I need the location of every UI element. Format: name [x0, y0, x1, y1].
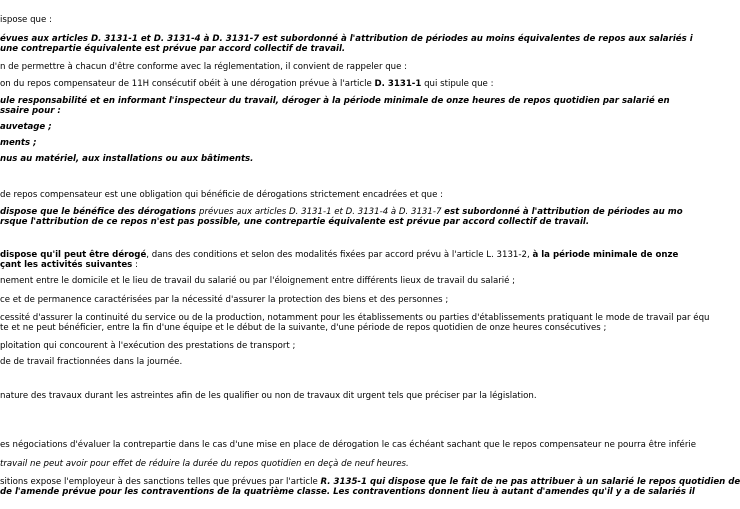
text-run: te et ne peut bénéficier, entre la fin d'une équipe et le début de la suivante, d'une période de repos quotidien de onze heures consécutives ;	[0, 323, 607, 333]
text-run: est subordonné à l'attribution de périodes au mo	[444, 207, 683, 217]
text-run: prévues aux articles D. 3131-1 et D. 3131-4 à D. 3131-7	[199, 207, 445, 217]
text-run: ssaire pour :	[0, 106, 61, 116]
text-line	[0, 323, 606, 334]
text-line	[0, 190, 443, 201]
text-line	[0, 440, 696, 451]
text-run: ispose que :	[0, 15, 52, 25]
text-run: on du repos compensateur de 11H consécutif obéit à une dérogation prévue à l'article	[0, 79, 375, 89]
text-line	[0, 138, 37, 149]
text-run: ploitation qui concourent à l'exécution des prestations de transport ;	[0, 341, 296, 351]
text-line	[0, 276, 515, 287]
text-line	[0, 391, 537, 402]
text-line	[0, 459, 409, 470]
text-run: n de permettre à chacun d'être conforme avec la réglementation, il convient de rappeler que :	[0, 62, 408, 72]
text-run: de l'amende prévue pour les contraventions de la quatrième classe. Les contraventions donnent lieu à autant d'amendes qu'il y a de salariés il	[0, 487, 695, 497]
text-line	[0, 341, 295, 352]
text-run: , dans des conditions et selon des modalités fixées par accord prévu à l'article L. 3131-2,	[146, 250, 533, 260]
text-run: ments ;	[0, 138, 37, 148]
text-line	[0, 357, 182, 368]
text-run: nature des travaux durant les astreintes afin de les qualifier ou non de travaux dit urgent tels que préciser par la législation.	[0, 391, 537, 401]
text-line	[0, 79, 493, 90]
text-line	[0, 96, 670, 107]
text-line	[0, 154, 253, 165]
text-line	[0, 44, 345, 55]
text-run: évues aux articles D. 3131-1 et D. 3131-4 à D. 3131-7 est subordonné à l'attribution de périodes au moins équivalentes de repos aux salariés i	[0, 34, 693, 44]
text-run: dispose que le bénéfice des dérogations	[0, 207, 200, 217]
text-run: à la période minimale de onze	[532, 250, 679, 260]
text-run: dispose qu'il peut être dérogé	[0, 250, 147, 260]
text-run: de repos compensateur est une obligation qui bénéficie de dérogations strictement encadrées et que :	[0, 190, 443, 200]
text-run: çant les activités suivantes	[0, 260, 133, 270]
text-line	[0, 217, 589, 228]
text-run: :	[132, 260, 138, 270]
text-line	[0, 260, 138, 271]
text-run: une contrepartie équivalente est prévue par accord collectif de travail.	[0, 44, 346, 54]
text-run: auvetage ;	[0, 122, 52, 132]
text-run: travail ne peut avoir pour effet de réduire la durée du repos quotidien en deçà de neuf heures.	[0, 459, 409, 469]
text-run: nement entre le domicile et le lieu de travail du salarié ou par l'éloignement entre différents lieux de travail du salarié ;	[0, 276, 516, 286]
text-run: nus au matériel, aux installations ou aux bâtiments.	[0, 154, 254, 164]
text-run: sitions expose l'employeur à des sanctions telles que prévues par l'article	[0, 477, 321, 487]
text-run: qui stipule que :	[421, 79, 494, 89]
text-line	[0, 487, 695, 498]
text-run: R. 3135-1 qui dispose que le fait de ne pas attribuer à un salarié le repos quotidien de	[320, 477, 740, 487]
text-line	[0, 122, 52, 133]
text-run: rsque l'attribution de ce repos n'est pas possible, une contrepartie équivalente est prévue par accord collectif de travail.	[0, 217, 590, 227]
text-line	[0, 106, 61, 117]
text-line	[0, 15, 52, 26]
text-run: ule responsabilité et en informant l'inspecteur du travail, déroger à la période minimale de onze heures de repos quotidien par salarié en	[0, 96, 670, 106]
text-line	[0, 62, 407, 73]
text-run: ce et de permanence caractérisées par la nécessité d'assurer la protection des biens et des personnes ;	[0, 295, 449, 305]
text-run: D. 3131-1	[374, 79, 422, 89]
text-line	[0, 295, 448, 306]
text-run: es négociations d'évaluer la contrepartie dans le cas d'une mise en place de dérogation le cas échéant sachant que le repos compensateur ne pourra être inférie	[0, 440, 697, 450]
text-run: cessité d'assurer la continuité du service ou de la production, notamment pour les établissements ou parties d'établissements pratiquant le mode de travail par équ	[0, 313, 710, 323]
text-run: de de travail fractionnées dans la journée.	[0, 357, 183, 367]
